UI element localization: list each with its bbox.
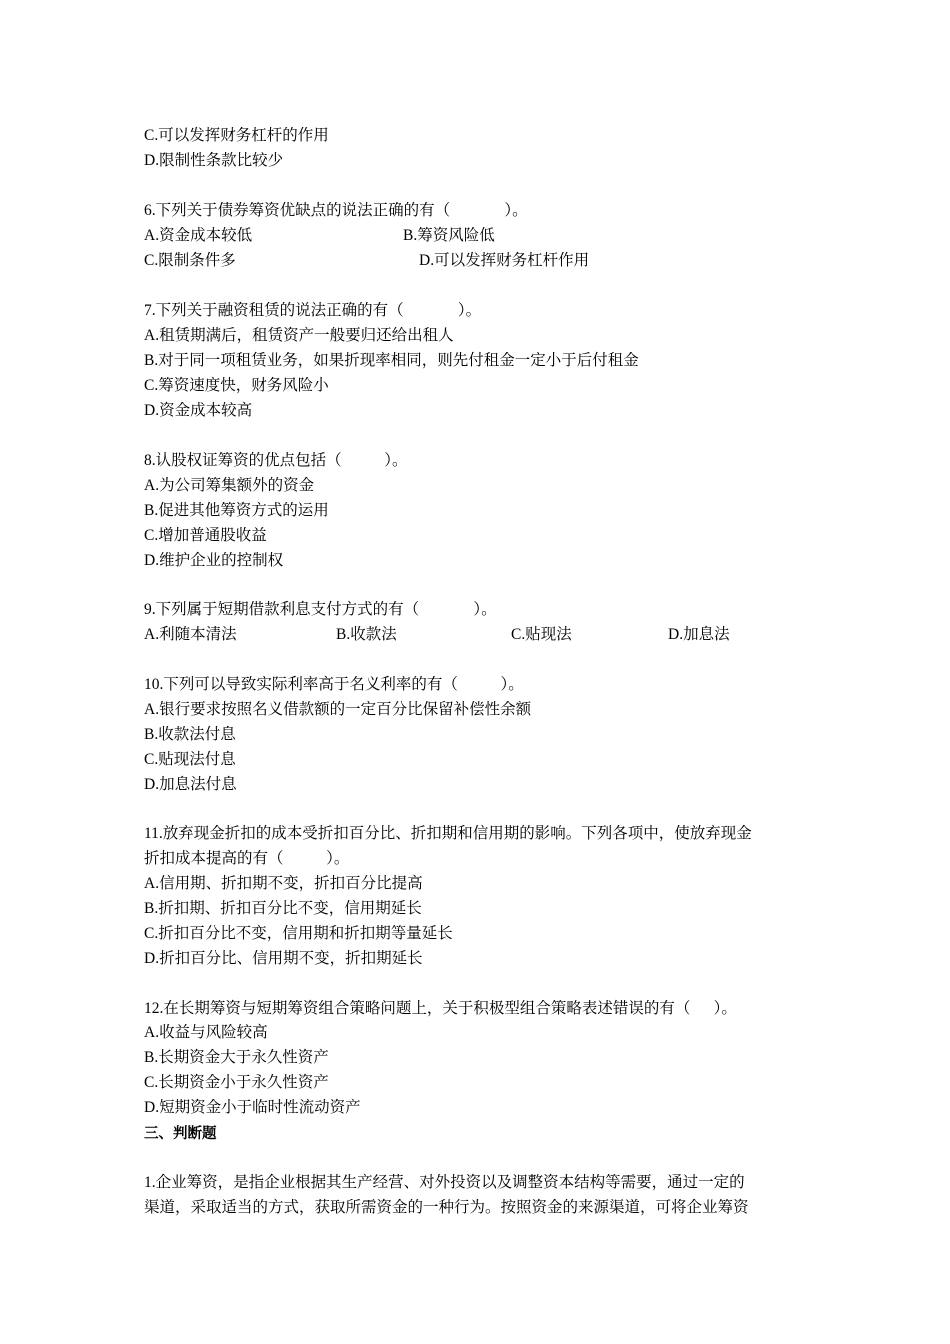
- question-8-stem: 8.认股权证筹资的优点包括（ ）。: [144, 452, 408, 469]
- question-9-option-a: A.利随本清法: [144, 626, 237, 643]
- question-12-option-b: B.长期资金大于永久性资产: [144, 1049, 329, 1066]
- question-8-option-c: C.增加普通股收益: [144, 527, 267, 544]
- question-7-option-c: C.筹资速度快，财务风险小: [144, 377, 329, 394]
- question-10-option-a: A.银行要求按照名义借款额的一定百分比保留补偿性余额: [144, 701, 532, 718]
- question-11-option-d: D.折扣百分比、信用期不变，折扣期延长: [144, 950, 423, 967]
- question-7-option-b: B.对于同一项租赁业务，如果折现率相同，则先付租金一定小于后付租金: [144, 352, 639, 369]
- true-false-1-line1: 1.企业筹资，是指企业根据其生产经营、对外投资以及调整资本结构等需要，通过一定的: [144, 1174, 745, 1191]
- question-10-stem: 10.下列可以导致实际利率高于名义利率的有（ ）。: [144, 676, 524, 693]
- question-9-stem: 9.下列属于短期借款利息支付方式的有（ ）。: [144, 601, 497, 618]
- question-9-option-d: D.加息法: [668, 626, 730, 643]
- question-11-option-a: A.信用期、折扣期不变，折扣百分比提高: [144, 875, 423, 892]
- question-11-stem-line2: 折扣成本提高的有（ ）。: [144, 850, 350, 867]
- question-9-option-c: C.贴现法: [511, 626, 572, 643]
- question-12-option-c: C.长期资金小于永久性资产: [144, 1074, 329, 1091]
- question-8-option-d: D.维护企业的控制权: [144, 552, 284, 569]
- question-6-option-b: B.筹资风险低: [403, 227, 495, 244]
- question-9-option-b: B.收款法: [336, 626, 397, 643]
- question-11-option-c: C.折扣百分比不变，信用期和折扣期等量延长: [144, 925, 453, 942]
- question-8-option-a: A.为公司筹集额外的资金: [144, 477, 315, 494]
- question-6-option-a: A.资金成本较低: [144, 227, 253, 244]
- question-10-option-c: C.贴现法付息: [144, 751, 236, 768]
- question-6-option-d: D.可以发挥财务杠杆作用: [419, 252, 590, 269]
- question-7-option-a: A.租赁期满后，租赁资产一般要归还给出租人: [144, 327, 454, 344]
- question-6-option-c: C.限制条件多: [144, 252, 236, 269]
- question-10-option-d: D.加息法付息: [144, 776, 237, 793]
- question-12-option-a: A.收益与风险较高: [144, 1024, 268, 1041]
- question-7-stem: 7.下列关于融资租赁的说法正确的有（ ）。: [144, 302, 482, 319]
- question-10-option-b: B.收款法付息: [144, 726, 236, 743]
- section-heading: 三、判断题: [144, 1126, 217, 1142]
- question-8-option-b: B.促进其他筹资方式的运用: [144, 502, 329, 519]
- question-12-option-d: D.短期资金小于临时性流动资产: [144, 1099, 361, 1116]
- option-d: D.限制性条款比较少: [144, 152, 284, 169]
- question-7-option-d: D.资金成本较高: [144, 402, 253, 419]
- true-false-1-line2: 渠道，采取适当的方式，获取所需资金的一种行为。按照资金的来源渠道，可将企业筹资: [144, 1199, 749, 1216]
- question-11-option-b: B.折扣期、折扣百分比不变，信用期延长: [144, 900, 422, 917]
- question-12-stem: 12.在长期筹资与短期筹资组合策略问题上，关于积极型组合策略表述错误的有（ ）。: [144, 1000, 737, 1017]
- question-11-stem-line1: 11.放弃现金折扣的成本受折扣百分比、折扣期和信用期的影响。下列各项中，使放弃现金: [144, 825, 752, 842]
- option-c: C.可以发挥财务杠杆的作用: [144, 127, 329, 144]
- question-6-stem: 6.下列关于债券筹资优缺点的说法正确的有（ ）。: [144, 202, 528, 219]
